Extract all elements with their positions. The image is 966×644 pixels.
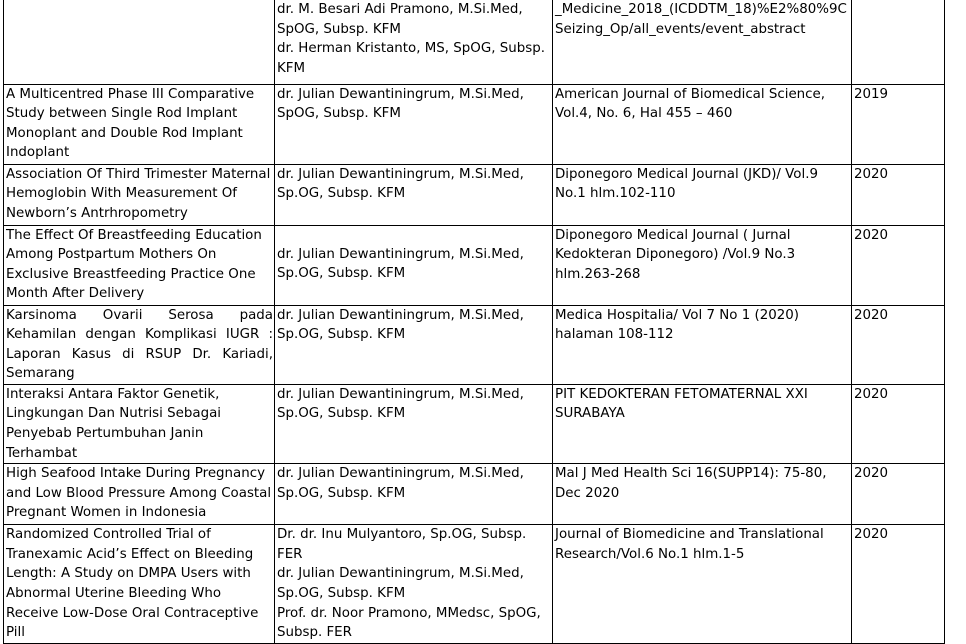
year-cell xyxy=(852,464,945,525)
title-text: Interaksi Antara Faktor Genetik, Lingkungan Dan Nutrisi Sebagai Penyebab Pertumbuhan Janin Terhambat xyxy=(6,386,226,461)
publications-table xyxy=(3,0,945,644)
title-cell xyxy=(4,305,278,384)
author-text: Prof. dr. Noor Pramono, MMedsc, SpOG, Subsp. FER xyxy=(277,605,546,641)
authors-cell xyxy=(275,384,553,463)
title-text: Randomized Controlled Trial of Tranexamic Acid’s Effect on Bleeding Length: A Study on DMPA Users with Abnormal Uterine Bleeding Who Receive Low-Dose Oral Contraceptive Pill xyxy=(6,527,263,641)
title-cell xyxy=(4,225,275,305)
publication-text: American Journal of Biomedical Science, Vol.4, No. 6, Hal 455 – 460 xyxy=(555,86,830,122)
publications-table-wrapper xyxy=(3,0,945,644)
publication-text: Journal of Biomedicine and Translational Research/Vol.6 No.1 hlm.1-5 xyxy=(555,527,828,562)
year-text: 2020 xyxy=(854,466,889,482)
year-text: 2020 xyxy=(854,307,889,323)
authors-cell xyxy=(275,0,553,84)
publication-cell xyxy=(553,225,852,305)
publication-cell xyxy=(553,84,852,164)
year-cell xyxy=(852,305,945,384)
publication-text: Medica Hospitalia/ Vol 7 No 1 (2020) halaman 108-112 xyxy=(555,307,804,343)
publications-table-body xyxy=(4,0,945,643)
publication-text: _Medicine_2018_(ICDDTM_18)%E2%80%9CSeizing_Op/all_events/event_abstract xyxy=(555,2,847,37)
author-text: dr. Julian Dewantiningrum, M.Si.Med, SpOG, Subsp. KFM xyxy=(277,86,529,122)
year-cell xyxy=(852,525,945,644)
publication-cell xyxy=(553,164,852,225)
title-text: A Multicentred Phase III Comparative Study between Single Rod Implant Monoplant and Double Rod Implant Indoplant xyxy=(6,86,259,161)
title-cell xyxy=(4,525,275,644)
author-text: dr. Julian Dewantiningrum, M.Si.Med, Sp.OG, Subsp. KFM xyxy=(277,566,529,602)
publication-cell xyxy=(553,464,852,525)
author-text: dr. Julian Dewantiningrum, M.Si.Med, Sp.OG, Subsp. KFM xyxy=(277,246,529,282)
title-cell xyxy=(4,84,275,164)
authors-cell xyxy=(275,464,553,525)
title-cell xyxy=(4,164,275,225)
year-cell xyxy=(852,164,945,225)
title-cell xyxy=(4,464,275,525)
year-text: 2020 xyxy=(854,166,889,182)
table-row xyxy=(4,225,945,305)
title-cell xyxy=(4,0,275,84)
table-row xyxy=(4,84,945,164)
author-text: dr. Julian Dewantiningrum, M.Si.Med, Sp.OG, Subsp. KFM xyxy=(277,386,529,422)
title-text: The Effect Of Breastfeeding Education Among Postpartum Mothers On Exclusive Breastfeeding Practice One Month After Delivery xyxy=(6,227,267,302)
authors-cell xyxy=(275,164,553,225)
authors-cell xyxy=(275,305,553,384)
authors-cell xyxy=(275,525,553,644)
author-text: dr. M. Besari Adi Pramono, M.Si.Med, SpOG, Subsp. KFM xyxy=(277,2,527,37)
publication-text: Mal J Med Health Sci 16(SUPP14): 75-80, Dec 2020 xyxy=(555,466,831,501)
table-row xyxy=(4,464,945,525)
table-row xyxy=(4,525,945,644)
year-text: 2019 xyxy=(854,86,889,102)
authors-cell xyxy=(275,84,553,164)
year-cell xyxy=(852,84,945,164)
title-text: Karsinoma Ovarii Serosa pada Kehamilan dengan Komplikasi IUGR : Laporan Kasus di RSUP Dr. Kariadi, Semarang xyxy=(6,307,278,382)
title-text: High Seafood Intake During Pregnancy and Low Blood Pressure Among Coastal Pregnant Women in Indonesia xyxy=(6,466,276,521)
publication-cell xyxy=(553,0,852,84)
table-row xyxy=(4,164,945,225)
table-row xyxy=(4,0,945,84)
title-cell xyxy=(4,384,275,463)
author-text: Dr. dr. Inu Mulyantoro, Sp.OG, Subsp. FER xyxy=(277,527,531,562)
year-text: 2020 xyxy=(854,386,889,402)
table-row xyxy=(4,305,945,384)
author-text: dr. Julian Dewantiningrum, M.Si.Med, Sp.OG, Subsp. KFM xyxy=(277,166,529,202)
publication-text: Diponegoro Medical Journal ( Jurnal Kedokteran Diponegoro) /Vol.9 No.3 hlm.263-268 xyxy=(555,227,800,282)
authors-cell xyxy=(275,225,553,305)
year-text: 2020 xyxy=(854,527,889,543)
year-cell xyxy=(852,0,945,84)
publication-text: Diponegoro Medical Journal (JKD)/ Vol.9 No.1 hlm.102-110 xyxy=(555,166,823,202)
table-row xyxy=(4,384,945,463)
author-text: dr. Herman Kristanto, MS, SpOG, Subsp. KFM xyxy=(277,41,550,76)
author-text: dr. Julian Dewantiningrum, M.Si.Med, Sp.OG, Subsp. KFM xyxy=(277,466,529,501)
year-text: 2020 xyxy=(854,227,889,243)
publication-cell xyxy=(553,525,852,644)
author-text: dr. Julian Dewantiningrum, M.Si.Med, Sp.OG, Subsp. KFM xyxy=(277,307,529,343)
year-cell xyxy=(852,225,945,305)
year-cell xyxy=(852,384,945,463)
publication-text: PIT KEDOKTERAN FETOMATERNAL XXI SURABAYA xyxy=(555,386,813,422)
publication-cell xyxy=(553,305,852,384)
publication-cell xyxy=(553,384,852,463)
title-text: Association Of Third Trimester Maternal Hemoglobin With Measurement Of Newborn’s Antrhropometry xyxy=(6,166,275,221)
